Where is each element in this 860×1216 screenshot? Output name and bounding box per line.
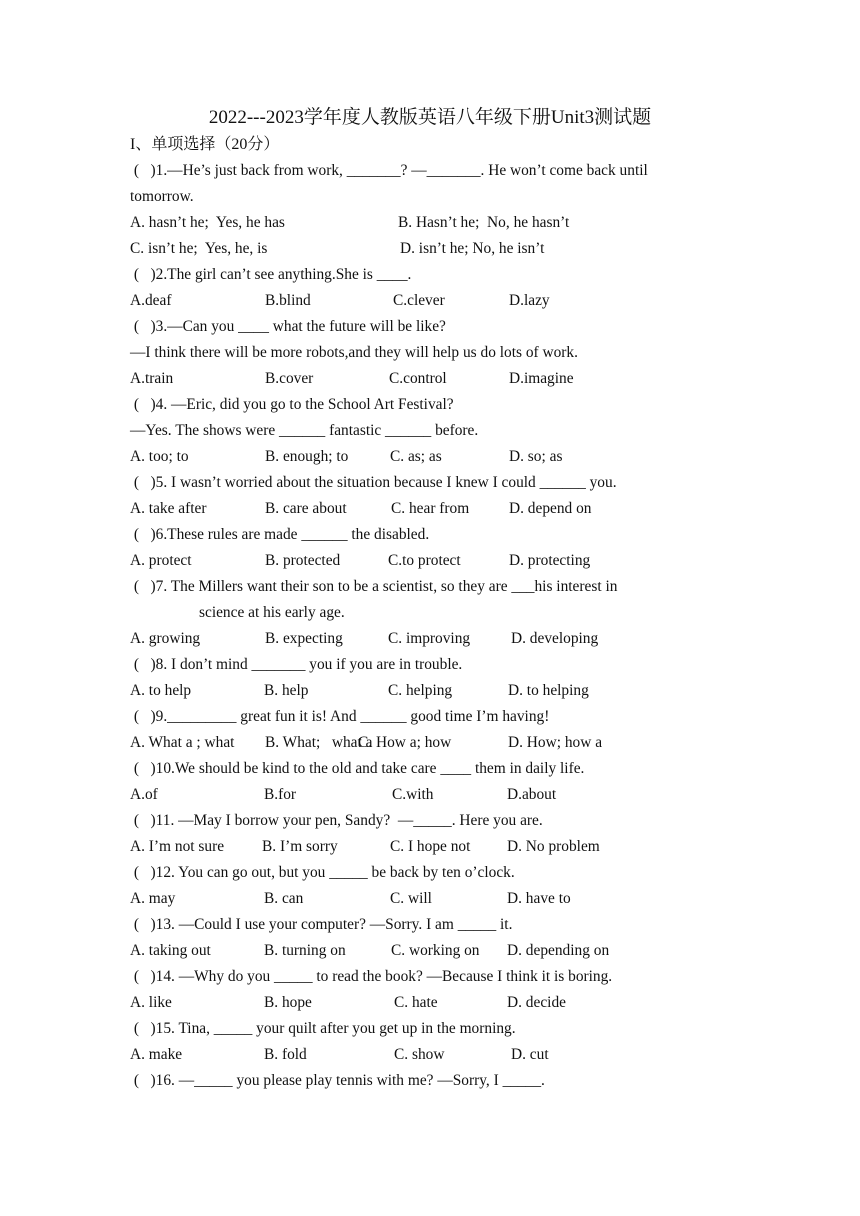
answer-options-row — [130, 678, 730, 704]
question-stem: ( )7. The Millers want their son to be a scientist, so they are ___his interest in — [130, 578, 618, 595]
answer-option: B. can — [264, 890, 304, 907]
answer-option: A. I’m not sure — [130, 838, 225, 855]
question-stem: ( )1.—He’s just back from work, _______? —_______. He won’t come back until — [130, 162, 648, 179]
answer-option: A. hasn’t he; Yes, he has — [130, 214, 285, 231]
answer-option: C. I hope not — [390, 838, 471, 855]
answer-option: B. What; what a — [265, 734, 373, 751]
answer-option: B. turning on — [264, 942, 346, 959]
question-item — [130, 964, 730, 1016]
question-stem: ( )5. I wasn’t worried about the situation because I knew I could ______ you. — [130, 474, 617, 491]
answer-option: C.with — [392, 786, 434, 803]
answer-option: D. to helping — [508, 682, 589, 699]
question-stem: ( )12. You can go out, but you _____ be back by ten o’clock. — [130, 864, 515, 881]
answer-options-row — [130, 990, 730, 1016]
answer-option: A. What a ; what — [130, 734, 235, 751]
answer-options-row — [130, 626, 730, 652]
question-item — [130, 314, 730, 392]
question-item — [130, 522, 730, 574]
answer-option: D.imagine — [509, 370, 574, 387]
question-text-line: science at his early age. — [199, 604, 345, 621]
answer-options-row — [130, 886, 730, 912]
answer-option: B. expecting — [265, 630, 343, 647]
answer-option: C. as; as — [390, 448, 442, 465]
question-text-line: tomorrow. — [130, 188, 194, 205]
answer-option: C. hate — [394, 994, 438, 1011]
question-stem: ( )14. —Why do you _____ to read the book? —Because I think it is boring. — [130, 968, 613, 985]
answer-option: A. may — [130, 890, 176, 907]
question-text-line: —I think there will be more robots,and they will help us do lots of work. — [130, 344, 578, 361]
question-item — [130, 262, 730, 314]
question-item — [130, 392, 730, 470]
answer-option: B. enough; to — [265, 448, 349, 465]
answer-options-row — [130, 210, 730, 236]
question-text-line: —Yes. The shows were ______ fantastic ______ before. — [130, 422, 479, 439]
answer-option: B. hope — [264, 994, 312, 1011]
answer-option: D. cut — [511, 1046, 549, 1063]
answer-option: A.of — [130, 786, 158, 803]
answer-option: A. take after — [130, 500, 207, 517]
question-item — [130, 756, 730, 808]
answer-options-row — [130, 730, 730, 756]
question-list — [130, 158, 730, 1094]
question-item — [130, 1016, 730, 1068]
answer-option: C. will — [390, 890, 432, 907]
answer-option: C. improving — [388, 630, 471, 647]
answer-option: D. depending on — [507, 942, 610, 959]
document-title: 2022---2023学年度人教版英语八年级下册Unit3测试题 — [208, 107, 652, 128]
answer-option: D. have to — [507, 890, 571, 907]
answer-option: C. isn’t he; Yes, he, is — [130, 240, 268, 257]
question-item — [130, 1068, 730, 1094]
answer-option: A. make — [130, 1046, 183, 1063]
answer-option: A.train — [130, 370, 174, 387]
answer-option: C.control — [389, 370, 447, 387]
answer-options-row — [130, 1042, 730, 1068]
question-stem: ( )3.—Can you ____ what the future will be like? — [130, 318, 446, 335]
question-item — [130, 860, 730, 912]
answer-option: D. so; as — [509, 448, 563, 465]
question-item — [130, 912, 730, 964]
question-stem: ( )16. —_____ you please play tennis with me? —Sorry, I _____. — [130, 1072, 545, 1089]
question-stem: ( )15. Tina, _____ your quilt after you get up in the morning. — [130, 1020, 516, 1037]
answer-options-row — [130, 288, 730, 314]
answer-option: A.deaf — [130, 292, 172, 309]
answer-options-row — [130, 548, 730, 574]
answer-option: A. growing — [130, 630, 201, 647]
question-item — [130, 158, 730, 262]
question-item — [130, 808, 730, 860]
question-stem: ( )2.The girl can’t see anything.She is ____. — [130, 266, 412, 283]
answer-options-row — [130, 938, 730, 964]
answer-option: D. depend on — [509, 500, 592, 517]
answer-option: D.lazy — [509, 292, 550, 309]
answer-options-row — [130, 366, 730, 392]
question-item — [130, 704, 730, 756]
answer-option: C. show — [394, 1046, 445, 1063]
answer-options-row — [130, 834, 730, 860]
answer-option: A. too; to — [130, 448, 189, 465]
answer-options-row — [130, 236, 730, 262]
answer-option: C. hear from — [391, 500, 470, 517]
answer-option: D.about — [507, 786, 557, 803]
answer-option: A. protect — [130, 552, 192, 569]
answer-option: C. How a; how — [358, 734, 452, 751]
question-item — [130, 652, 730, 704]
answer-option: B. protected — [265, 552, 341, 569]
answer-option: D. developing — [511, 630, 599, 647]
answer-option: A. taking out — [130, 942, 211, 959]
answer-option: D. isn’t he; No, he isn’t — [400, 240, 545, 257]
answer-options-row — [130, 496, 730, 522]
answer-option: B.blind — [265, 292, 311, 309]
answer-option: B. care about — [265, 500, 347, 517]
answer-option: B. fold — [264, 1046, 307, 1063]
answer-option: D. protecting — [509, 552, 591, 569]
answer-option: B. I’m sorry — [262, 838, 338, 855]
question-stem: ( )9._________ great fun it is! And ______ good time I’m having! — [130, 708, 550, 725]
question-stem: ( )10.We should be kind to the old and take care ____ them in daily life. — [130, 760, 585, 777]
question-stem: ( )13. —Could I use your computer? —Sorry. I am _____ it. — [130, 916, 513, 933]
answer-option: D. No problem — [507, 838, 600, 855]
question-stem: ( )4. —Eric, did you go to the School Art Festival? — [130, 396, 454, 413]
question-item — [130, 470, 730, 522]
question-item — [130, 574, 730, 652]
answer-option: C.clever — [393, 292, 445, 309]
answer-option: B. Hasn’t he; No, he hasn’t — [398, 214, 570, 231]
question-stem: ( )11. —May I borrow your pen, Sandy? —_____. Here you are. — [130, 812, 543, 829]
answer-option: B. help — [264, 682, 309, 699]
answer-option: A. to help — [130, 682, 192, 699]
answer-option: D. How; how a — [508, 734, 603, 751]
answer-option: B.for — [264, 786, 297, 803]
answer-option: C. working on — [391, 942, 480, 959]
question-stem: ( )8. I don’t mind _______ you if you are in trouble. — [130, 656, 463, 673]
answer-option: C.to protect — [388, 552, 461, 569]
answer-options-row — [130, 782, 730, 808]
question-stem: ( )6.These rules are made ______ the disabled. — [130, 526, 430, 543]
answer-options-row — [130, 444, 730, 470]
answer-option: D. decide — [507, 994, 566, 1011]
answer-option: B.cover — [265, 370, 314, 387]
section-heading: I、单项选择（20分） — [130, 136, 280, 153]
answer-option: C. helping — [388, 682, 453, 699]
answer-option: A. like — [130, 994, 172, 1011]
